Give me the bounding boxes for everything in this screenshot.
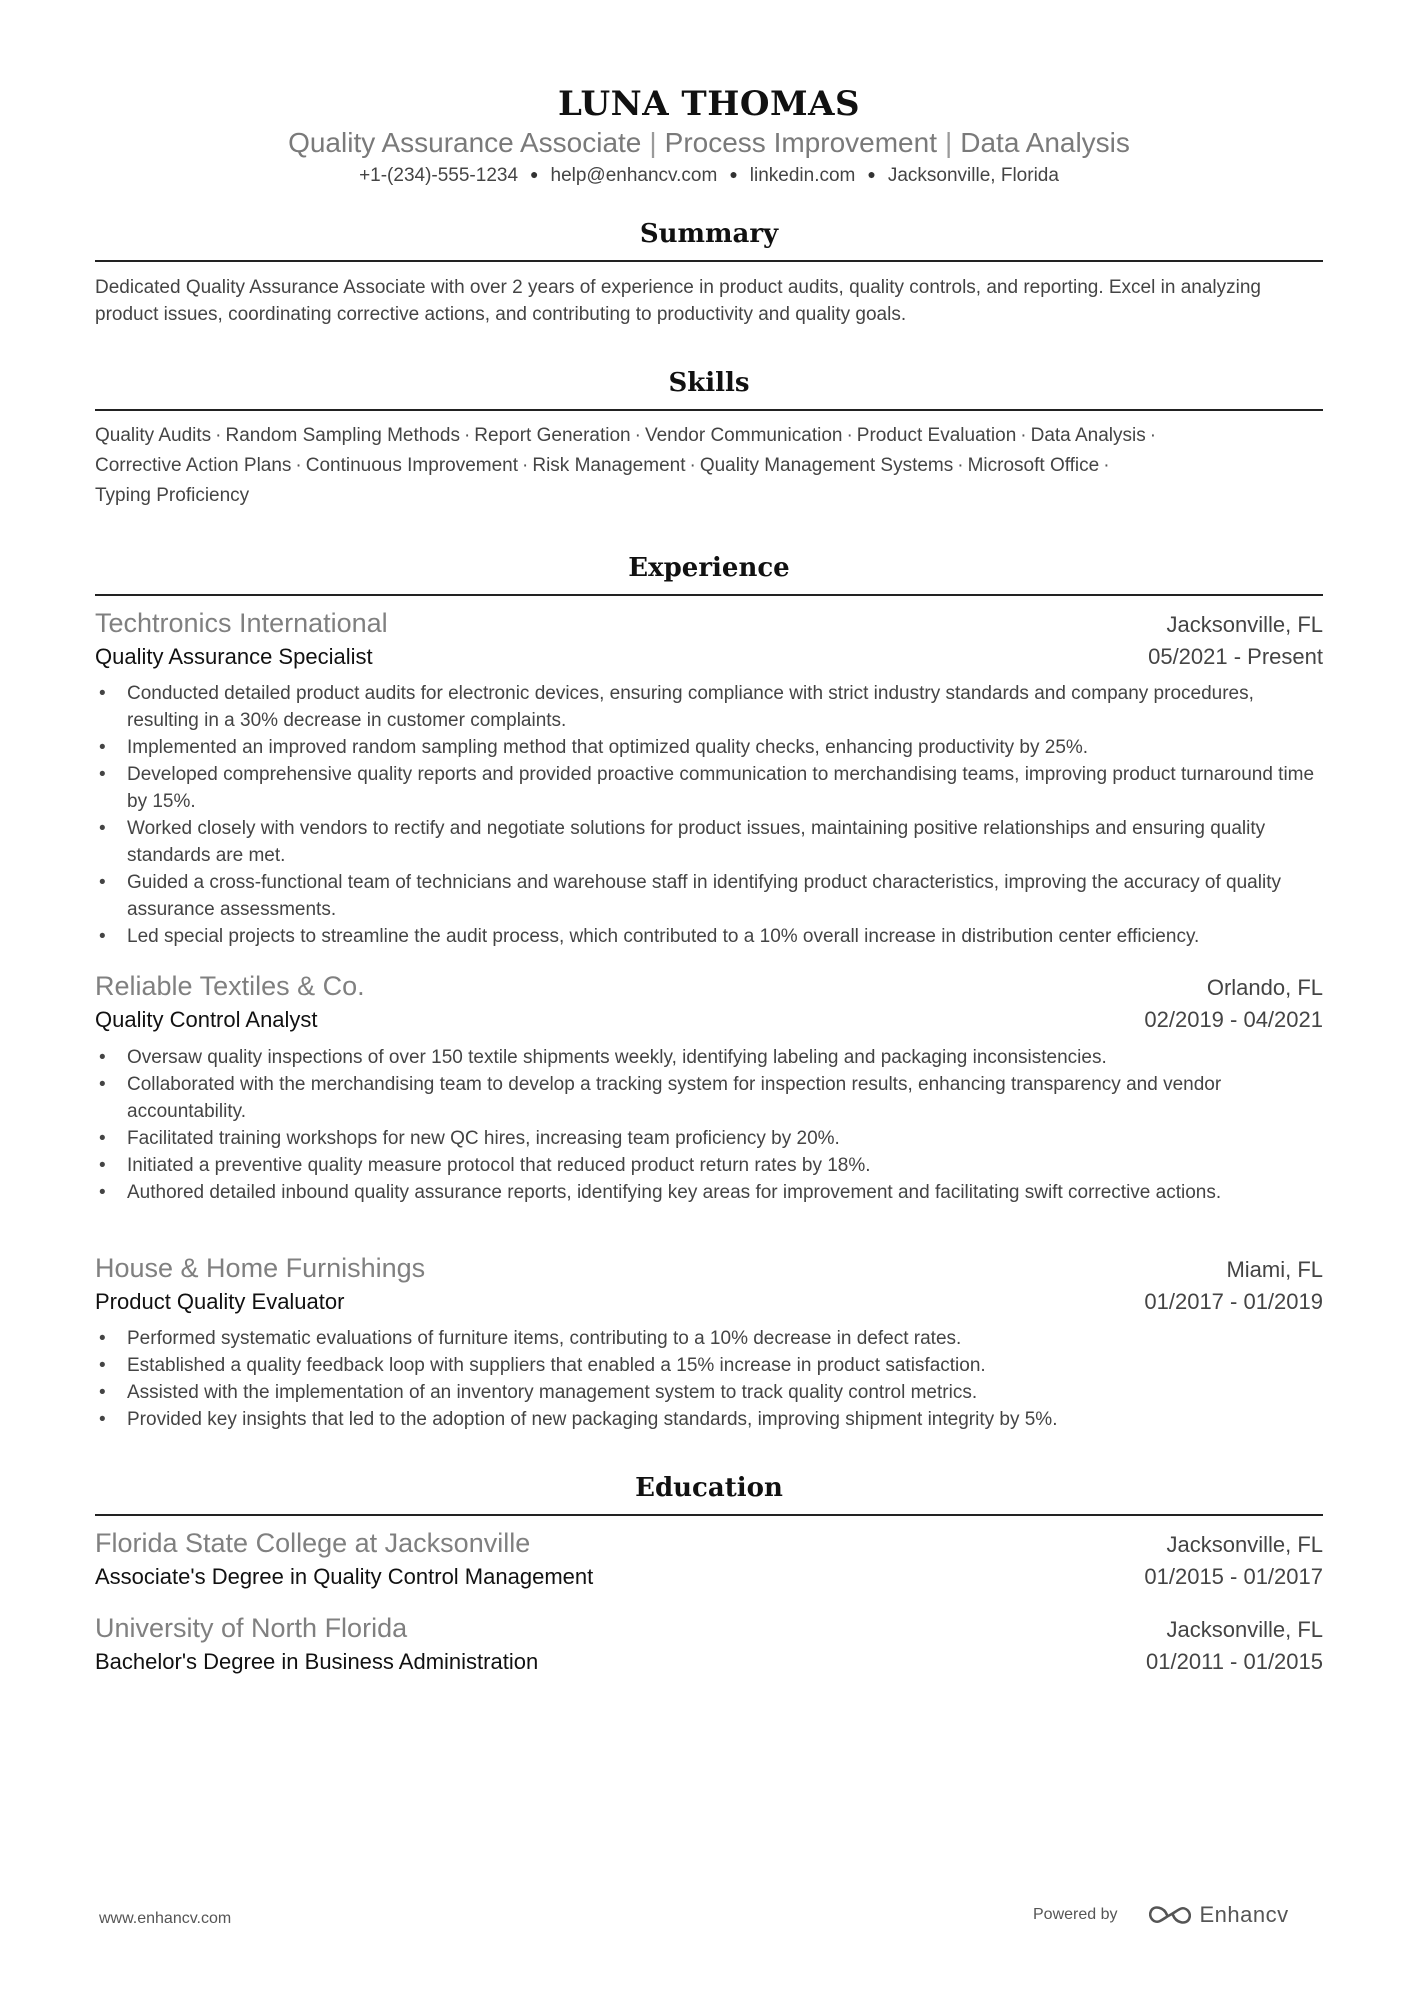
skills-heading: Skills [668,368,750,398]
list-item: • Guided a cross-functional team of technicians and warehouse staff in identifying product characteristics, improving the accuracy of quality assurance assessments. [95,869,1323,923]
job-title: Product Quality Evaluator [95,1289,345,1314]
footer-branding [1033,1902,1289,1928]
list-item: • Initiated a preventive quality measure protocol that reduced product return rates by 18%. [95,1152,1323,1179]
education-header [95,1527,1323,1560]
skills-list [95,421,1315,511]
skill-item: Product Evaluation [856,425,1017,446]
headline-part: Quality Assurance Associate [288,127,642,158]
list-item: • Performed systematic evaluations of furniture items, contributing to a 10% decrease in defect rates. [95,1325,1323,1352]
summary-text: Dedicated Quality Assurance Associate with over 2 years of experience in product audits, quality controls, and reporting. Excel in analyzing product issues, coordinating corrective actions, and contributing to productivity and quality goals. [95,277,1261,325]
skill-separator: · [1149,425,1157,446]
school-name: Florida State College at Jacksonville [95,1528,531,1558]
skill-item: Quality Management Systems [699,455,954,476]
section-divider [95,594,1323,596]
degree: Bachelor's Degree in Business Administration [95,1649,539,1674]
separator-dot: ● [867,166,876,182]
list-item: • Implemented an improved random sampling method that optimized quality checks, enhancing productivity by 25%. [95,734,1323,761]
headline-separator: | [649,127,657,158]
list-item: • Collaborated with the merchandising team to develop a tracking system for inspection results, enhancing transparency and vendor accountability. [95,1071,1323,1125]
job-bullets [95,1044,1323,1206]
skill-item: Vendor Communication [644,425,843,446]
headline-part: Process Improvement [664,127,937,158]
list-item: • Oversaw quality inspections of over 150 textile shipments weekly, identifying labeling and packaging inconsistencies. [95,1044,1323,1071]
job-location: Orlando, FL [1206,975,1323,1000]
headline-part: Data Analysis [960,127,1130,158]
list-item: • Provided key insights that led to the adoption of new packaging standards, improving shipment integrity by 5%. [95,1406,1323,1433]
education-heading: Education [635,1473,783,1503]
section-divider [95,1514,1323,1516]
list-item: • Worked closely with vendors to rectify and negotiate solutions for product issues, maintaining positive relationships and ensuring quality standards are met. [95,815,1323,869]
school-location: Jacksonville, FL [1166,1532,1323,1557]
skill-separator: · [522,455,529,476]
job-role-row [95,642,1323,672]
company-name: Reliable Textiles & Co. [95,971,365,1001]
job-header [95,970,1323,1003]
job-role-row [95,1005,1323,1035]
job-location: Jacksonville, FL [1166,612,1323,637]
education-degree-row [95,1562,1323,1592]
footer-website-link[interactable]: www.enhancv.com [99,1910,232,1927]
skill-item: Corrective Action Plans [95,455,292,476]
candidate-name: LUNA THOMAS [557,84,861,124]
education-dates: 01/2011 - 01/2015 [1146,1649,1323,1674]
brand-name: Enhancv [1199,1902,1289,1927]
job-title: Quality Assurance Specialist [95,644,373,669]
enhancv-logo-icon [1146,1902,1194,1928]
skill-separator: · [215,425,222,446]
contact-line [95,161,1323,189]
skill-item: Quality Audits [95,425,212,446]
list-item: • Assisted with the implementation of an inventory management system to track quality control metrics. [95,1379,1323,1406]
job-header [95,1252,1323,1285]
email[interactable]: help@enhancv.com [550,165,718,186]
skill-item: Risk Management [532,455,686,476]
separator-dot: ● [530,166,539,182]
skill-separator: · [957,455,964,476]
list-item: • Facilitated training workshops for new QC hires, increasing team proficiency by 20%. [95,1125,1323,1152]
skill-separator: · [689,455,696,476]
experience-heading: Experience [628,553,790,583]
list-item: • Developed comprehensive quality reports and provided proactive communication to merchandising teams, improving product turnaround time by 15%. [95,761,1323,815]
brand-logo[interactable] [1146,1902,1289,1928]
powered-by-label: Powered by [1033,1906,1118,1923]
skill-item: Random Sampling Methods [225,425,460,446]
list-item: • Authored detailed inbound quality assurance reports, identifying key areas for improvement and facilitating swift corrective actions. [95,1179,1323,1206]
skill-item: Report Generation [474,425,631,446]
list-item: • Conducted detailed product audits for electronic devices, ensuring compliance with strict industry standards and company procedures, resulting in a 30% decrease in customer complaints. [95,680,1323,734]
job-dates: 01/2017 - 01/2019 [1144,1289,1323,1314]
section-divider [95,409,1323,411]
job-title: Quality Control Analyst [95,1007,318,1032]
skill-separator: · [1020,425,1027,446]
location: Jacksonville, Florida [887,165,1059,186]
skill-item: Microsoft Office [967,455,1100,476]
education-dates: 01/2015 - 01/2017 [1144,1564,1323,1589]
education-degree-row [95,1647,1323,1677]
headline-separator: | [944,127,953,158]
skill-item: Data Analysis [1030,425,1146,446]
section-divider [95,260,1323,262]
company-name: House & Home Furnishings [95,1253,426,1283]
job-location: Miami, FL [1226,1257,1323,1282]
skill-separator: · [846,425,853,446]
job-header [95,607,1323,640]
summary-heading: Summary [639,219,779,249]
job-dates: 05/2021 - Present [1148,644,1323,669]
school-location: Jacksonville, FL [1166,1617,1323,1642]
headline [95,126,1323,160]
skill-item: Continuous Improvement [305,455,519,476]
list-item: • Established a quality feedback loop with suppliers that enabled a 15% increase in product satisfaction. [95,1352,1323,1379]
phone[interactable]: +1-(234)-555-1234 [359,165,519,186]
job-bullets [95,1325,1323,1433]
job-bullets [95,680,1323,950]
job-dates: 02/2019 - 04/2021 [1144,1007,1323,1032]
skill-item: Typing Proficiency [95,485,250,506]
skill-separator: · [463,425,471,446]
education-header [95,1612,1323,1645]
school-name: University of North Florida [95,1613,408,1643]
degree: Associate's Degree in Quality Control Management [95,1564,594,1589]
separator-dot: ● [729,166,738,182]
list-item: • Led special projects to streamline the audit process, which contributed to a 10% overall increase in distribution center efficiency. [95,923,1323,950]
company-name: Techtronics International [95,608,388,638]
linkedin-link[interactable]: linkedin.com [749,165,856,186]
skill-separator: · [1103,455,1110,476]
job-role-row [95,1287,1323,1317]
skill-separator: · [634,425,641,446]
skill-separator: · [295,455,302,476]
